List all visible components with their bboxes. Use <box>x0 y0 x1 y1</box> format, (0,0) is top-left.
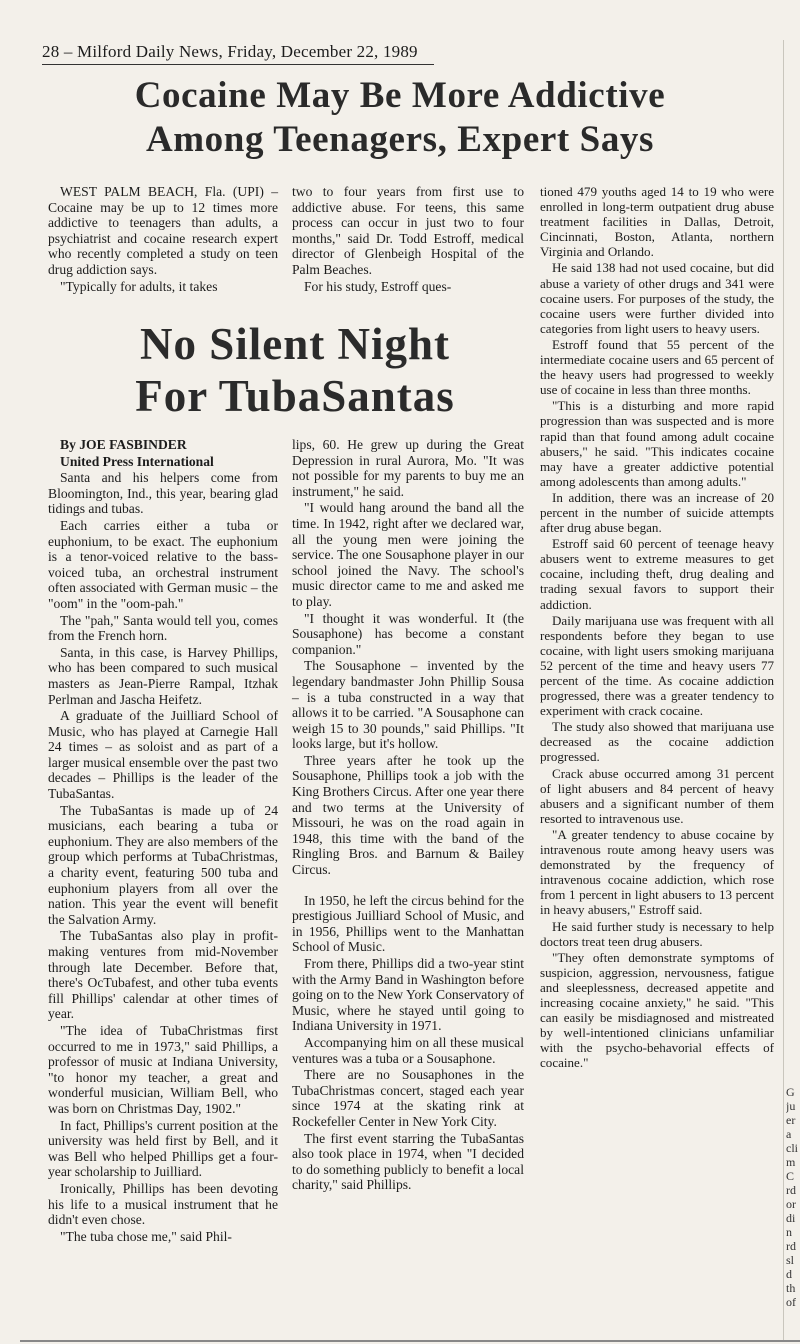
article1-paragraph: "A greater tendency to abuse cocaine by intravenous route among heavy users was demonstrated by the frequency of intravenous cocaine addiction, which rose from 1 percent in light abusers to 13 percent in heavy abusers," Estroff said. <box>540 826 774 918</box>
article2-paragraph: The TubaSantas is made up of 24 musicians, each bearing a tuba or euphonium. They are also members of the group which performs at TubaChristmas, a charity event, featuring 500 tuba and euphonium players from all over the nation. This year the event will benefit the Salvation Army. <box>48 802 278 927</box>
column-divider <box>783 40 784 1340</box>
article1-headline-line1: Cocaine May Be More Addictive <box>134 75 666 116</box>
article1-headline <box>40 74 760 162</box>
article1-paragraph: "They often demonstrate symptoms of suspicion, aggression, nervousness, fatigue and sleeplessness, decreased appetite and increasing cocaine anxiety," he said. "This can easily be misdiagnosed and mistreated by well-intentioned clinicians unfamiliar with the psycho-behavorial effects of cocaine." <box>540 949 774 1071</box>
article2-paragraph: lips, 60. He grew up during the Great Depression in rural Aurora, Mo. "It was not possible for my parents to buy me an instrument," he said. <box>292 437 524 499</box>
article2-paragraph: Santa and his helpers come from Bloomington, Ind., this year, bearing glad tidings and tubas. <box>48 470 278 517</box>
byline-agency: United Press International <box>60 453 214 469</box>
article2-headline <box>60 318 530 422</box>
article2-headline-line2: For TubaSantas <box>135 371 455 421</box>
byline-author: By JOE FASBINDER <box>60 437 187 452</box>
article2-column-2 <box>292 437 524 1193</box>
article1-paragraph: The study also showed that marijuana use decreased as the cocaine addiction progressed. <box>540 719 774 765</box>
article2-paragraph: There are no Sousaphones in the TubaChristmas concert, staged each year since 1974 at the skating rink at Rockefeller Center in New York City. <box>292 1067 524 1129</box>
article1-column-2 <box>292 184 524 294</box>
article1-paragraph: "Typically for adults, it takes <box>60 278 218 294</box>
article2-paragraph: "I thought it was wonderful. It (the Sousaphone) has become a constant companion." <box>292 610 524 657</box>
article1-paragraph: In addition, there was an increase of 20 percent in the number of suicide attempts after drug abuse began. <box>540 489 774 536</box>
article1-column-1 <box>48 184 278 294</box>
article1-paragraph: WEST PALM BEACH, Fla. (UPI) – Cocaine may be up to 12 times more addictive to teenagers than adults, a psychiatrist and cocaine research expert who recently completed a study on teen drug addiction says. <box>48 184 278 277</box>
article2-headline-line1: No Silent Night <box>139 319 451 369</box>
bottom-rule <box>20 1340 800 1342</box>
article1-paragraph: Crack abuse occurred among 31 percent of light abusers and 84 percent of heavy abusers and a significant number of them resorted to intravenous use. <box>540 765 774 826</box>
article2-paragraph: The first event starring the TubaSantas also took place in 1974, when "I decided to do something publicly to benefit a local charity," said Phillips. <box>292 1130 524 1193</box>
article1-paragraph: two to four years from first use to addictive abuse. For teens, this same process can occur in just two to four months," said Dr. Todd Estroff, medical director of Glenbeigh Hospital of the Palm Beaches. <box>292 184 524 277</box>
article1-paragraph: Estroff said 60 percent of teenage heavy abusers went to extreme measures to get cocaine, including theft, drug dealing and trading sexual favors to support their addiction. <box>540 536 774 612</box>
article2-paragraph: Three years after he took up the Sousaphone, Phillips took a job with the King Brothers Circus. After one year there and two terms at the University of Missouri, he was on the road again in 1948, this time with the band of the Ringling Bros. and Barnum & Bailey Circus. <box>292 752 524 878</box>
article2-paragraph: "The idea of TubaChristmas first occurred to me in 1973," said Phillips, a professor of music at Indiana University, "to honor my teacher, a great and wonderful musician, William Bell, who was born on Christmas Day, 1902." <box>48 1022 278 1116</box>
article1-paragraph: tioned 479 youths aged 14 to 19 who were enrolled in long-term outpatient drug abuse treatment facilities in Dallas, Detroit, Cincinnati, Boston, Atlanta, northern Virginia and Orlando. <box>540 184 774 260</box>
article1-column-3 <box>540 184 774 1070</box>
article2-paragraph: Each carries either a tuba or euphonium, to be exact. The euphonium is a tenor-voiced relative to the bass-voiced tuba, an orchestral instrument often associated with German music – the "oom" in the "oom-pah." <box>48 517 278 611</box>
article2-paragraph: In fact, Phillips's current position at the university was held first by Bell, and it was Bell who helped Phillips get a four-year scholarship to Juilliard. <box>48 1117 278 1180</box>
article2-paragraph: The "pah," Santa would tell you, comes from the French horn. <box>48 612 278 644</box>
article2-paragraph: The Sousaphone – invented by the legendary bandmaster John Phillip Sousa – is a tuba constructed in a way that allows it to be carried. "A Sousaphone can weigh 15 to 30 pounds," said Phillips. "It looks large, but it's hollow. <box>292 658 524 752</box>
article1-paragraph: For his study, Estroff ques- <box>304 278 452 294</box>
article2-paragraph: Accompanying him on all these musical ventures was a tuba or a Sousaphone. <box>292 1034 524 1066</box>
article2-paragraph: "I would hang around the band all the time. In 1942, right after we declared war, all the young men were joining the service. The one Sousaphone player in our school joined the Navy. The school's music director came to me and asked me to play. <box>292 500 524 609</box>
article2-column-1 <box>48 437 278 1244</box>
article1-paragraph: He said 138 had not used cocaine, but did abuse a variety of other drugs and 341 were cocaine users. For purposes of the study, the cocaine users were further divided into categories from light users to heavy users. <box>540 260 774 336</box>
article1-paragraph: Estroff found that 55 percent of the intermediate cocaine users and 65 percent of the heavy users had progressed to weekly use of cocaine in less than three months. <box>540 336 774 398</box>
article2-paragraph: From there, Phillips did a two-year stint with the Army Band in Washington before going on to the New York Conservatory of Music, where he stayed until going to Indiana University in 1971. <box>292 956 524 1034</box>
article1-paragraph: Daily marijuana use was frequent with all respondents before they began to use cocaine, with light users smoking marijuana 52 percent of the time and heavy users 77 percent of the time. As cocaine addiction progressed, there was a greater tendency to experiment with crack cocaine. <box>540 612 774 719</box>
adjacent-page-fragment: G ju er a cli m C rd or di n rd sl d th of <box>786 1085 798 1309</box>
article2-paragraph: Ironically, Phillips has been devoting his life to a musical instrument that he didn't even chose. <box>48 1180 278 1228</box>
article1-paragraph: "This is a disturbing and more rapid progression than was suspected and is more rapid than that found among adult cocaine abusers," he said. "This indicates cocaine may have a greater addictive potential among adolescents than among adults." <box>540 398 774 489</box>
article1-paragraph: He said further study is necessary to help doctors treat teen drug abusers. <box>540 918 774 949</box>
article2-paragraph: "The tuba chose me," said Phil- <box>60 1228 232 1244</box>
article2-paragraph: A graduate of the Juilliard School of Music, who has played at Carnegie Hall 24 times – as soloist and as part of a larger musical ensemble over the past two decades – Phillips is the leader of the TubaSantas. <box>48 708 278 802</box>
article1-headline-line2: Among Teenagers, Expert Says <box>145 119 655 160</box>
article2-paragraph: The TubaSantas also play in profit-making ventures from mid-November through late December. Before that, there's OcTubafest, and other tuba events fill Phillips' calendar at other times of year. <box>48 928 278 1022</box>
page-header: 28 – Milford Daily News, Friday, December 22, 1989 <box>42 42 434 65</box>
article2-paragraph: In 1950, he left the circus behind for the prestigious Juilliard School of Music, and in 1956, Phillips went to the Manhattan School of Music. <box>292 892 524 955</box>
article2-paragraph: Santa, in this case, is Harvey Phillips, who has been compared to such musical masters as Jean-Pierre Rampal, Itzhak Perlman and Jascha Heifetz. <box>48 644 278 707</box>
